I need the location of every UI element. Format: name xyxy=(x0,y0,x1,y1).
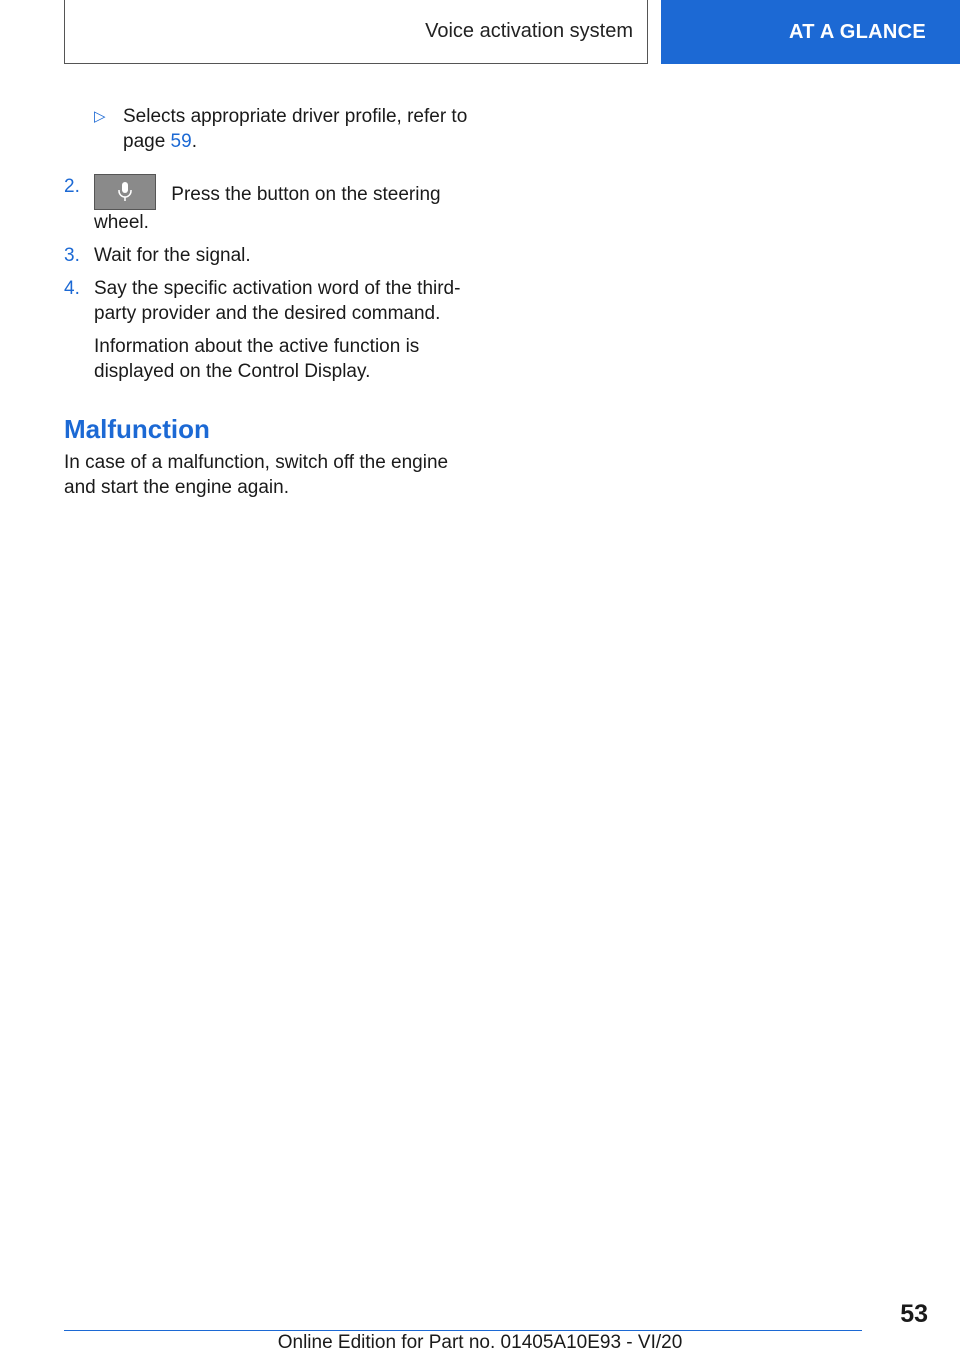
section-heading-malfunction: Malfunction xyxy=(64,414,210,444)
step-text: Wait for the signal. xyxy=(94,245,251,266)
bullet-text: Selects appropriate driver profile, refer to page xyxy=(123,106,468,152)
step-note xyxy=(64,334,484,384)
malfunction-text: In case of a malfunction, switch off the engine and start the engine again. xyxy=(64,452,449,498)
step-number: 4. xyxy=(64,278,80,299)
chapter-tab[interactable] xyxy=(661,0,960,64)
step-text: Say the specific activation word of the third-party provider and the desired command. xyxy=(94,278,461,324)
chapter-tab-label: AT A GLANCE xyxy=(789,20,926,43)
step-item xyxy=(64,174,484,235)
header-section-title: Voice activation system xyxy=(425,20,633,42)
page-content xyxy=(64,104,484,500)
footer-divider xyxy=(64,1330,862,1331)
step-number: 2. xyxy=(64,176,80,197)
step-note-text: Information about the active function is displayed on the Control Display. xyxy=(94,336,420,382)
step-item xyxy=(64,276,484,326)
step-text: Press the button on the steering wheel. xyxy=(94,184,441,233)
header-section-box xyxy=(64,0,648,64)
microphone-icon xyxy=(94,174,156,210)
bullet-item xyxy=(64,104,484,154)
footer-edition: Online Edition for Part no. 01405A10E93 - VI/20 xyxy=(277,1332,683,1353)
page-number: 53 xyxy=(900,1300,928,1328)
page-link[interactable]: 59 xyxy=(170,131,192,152)
triangle-bullet-icon: ▷ xyxy=(94,108,106,125)
step-item xyxy=(64,243,484,268)
step-number: 3. xyxy=(64,245,80,266)
bullet-text-end: . xyxy=(191,131,197,152)
